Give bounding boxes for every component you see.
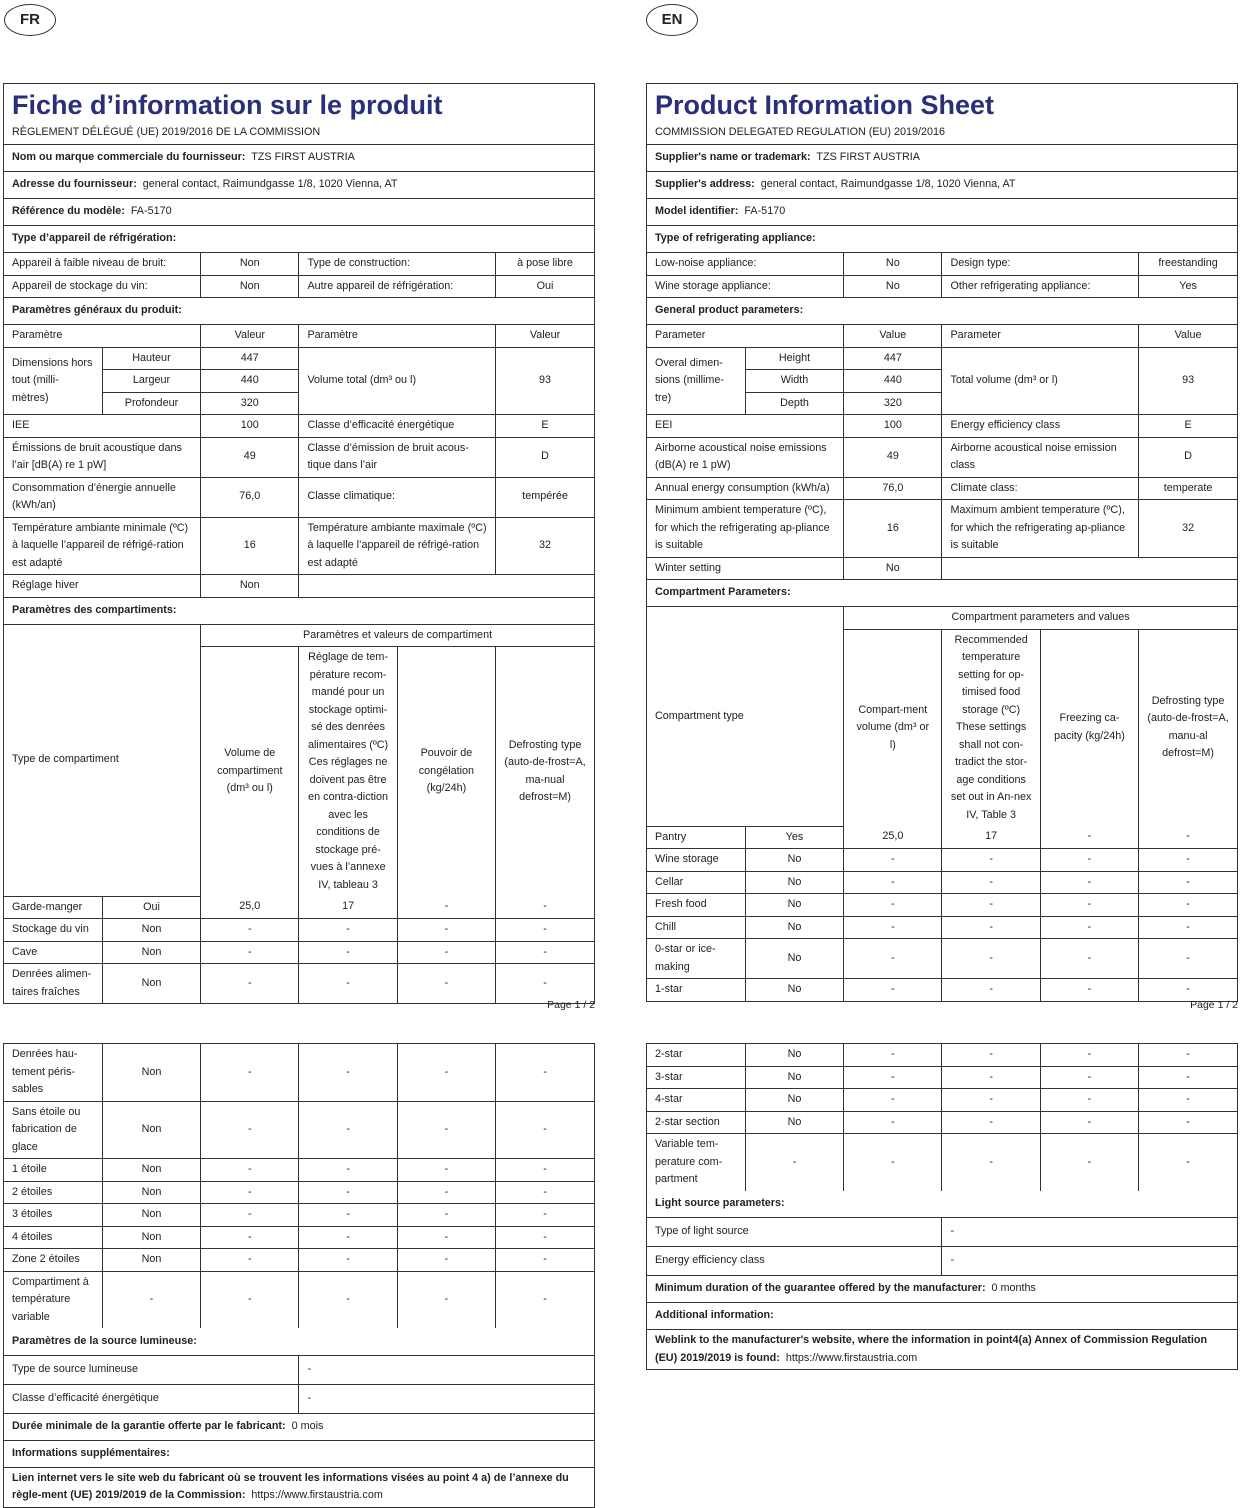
compartment-freezing: - bbox=[397, 1271, 495, 1328]
section-heading: Compartment Parameters: bbox=[647, 580, 1237, 607]
compartment-freezing: - bbox=[1040, 849, 1138, 872]
additional-info: Informations supplémentaires: bbox=[4, 1440, 594, 1467]
compartment-row bbox=[647, 871, 1237, 894]
compartment-row bbox=[4, 964, 594, 1004]
compartment-present: Non bbox=[102, 1044, 200, 1101]
compartment-name: 4 étoiles bbox=[4, 1226, 102, 1249]
compartment-row bbox=[647, 979, 1237, 1001]
compartment-present: - bbox=[745, 1134, 843, 1191]
page-number: Page 1 / 2 bbox=[1190, 999, 1238, 1011]
compartment-present: No bbox=[745, 916, 843, 939]
compartment-setting: - bbox=[942, 849, 1040, 872]
compartment-defrost: - bbox=[1139, 1089, 1237, 1112]
compartment-freezing: - bbox=[1040, 826, 1138, 849]
en-table-page1: Product Information Sheet COMMISSION DELEGATED REGULATION (EU) 2019/2016 Supplier's name or trademark: TZS FIRST AUSTRIA Supplier's address: general contact, Raimundgasse 1/8, 1020 Vienna, AT Model identifier: FA-5170 Type of refrigerating appliance: Low-noise appliance: No Design type: freestanding Wine storage appliance: No Other refrigerating appliance: Yes General product parameters: Parameter Value Parameter Value Overal dimen-sions (millime-tre) Height 447 Total volume (dm³ or l) 93 Width 440 Depth 320 EEI 100 Energy efficiency class E Airborne acoustical noise emissions (dB(A) re 1 pW) 49 Airborne acoustical noise emission class D Annual energy consumption (kWh/a) 76,0 Climate class: temperate Minimum ambient temperature (ºC), for which the refrigerating ap-pliance is suitable 16 Maximum ambient temperature (ºC), for which the refrigerating ap-pliance is suitable 32 Winter setting No Compartment Parameters: Compartment type Compartment parameters and values Compart-ment volume (dm³ or l) Recommended temperature setting for op-timised food storage (ºC) These settings shall not con-tradict the stor-age conditions set out in An-nex IV, Table 3 Freezing ca-pacity (kg/24h) Defrosting type (auto-de-frost=A, manu-al defrost=M) Pantry Yes 25,0 17 - - Wine storage No - - - - Cellar No - - - - Fresh food No - - - - Chill No - - - - 0-star or ice-making No - - - - 1-star No - - - - bbox=[647, 84, 1237, 1001]
compartment-freezing: - bbox=[397, 1181, 495, 1204]
compartment-volume: - bbox=[201, 1271, 299, 1328]
supplier-row: Supplier's name or trademark: TZS FIRST AUSTRIA bbox=[647, 145, 1237, 172]
compartment-volume: - bbox=[201, 1159, 299, 1182]
compartment-volume: - bbox=[844, 1066, 942, 1089]
compartment-setting: - bbox=[942, 1044, 1040, 1066]
compartment-setting: - bbox=[942, 1134, 1040, 1191]
compartment-row bbox=[647, 849, 1237, 872]
compartment-name: Cave bbox=[4, 941, 102, 964]
compartment-row bbox=[4, 1271, 594, 1328]
compartment-volume: 25,0 bbox=[201, 896, 299, 919]
compartment-type-header: Compartment type bbox=[647, 607, 844, 827]
compartment-setting: - bbox=[299, 1101, 397, 1159]
compartment-freezing: - bbox=[1040, 894, 1138, 917]
compartment-name: Zone 2 étoiles bbox=[4, 1249, 102, 1272]
compartment-setting: - bbox=[299, 1159, 397, 1182]
guarantee-row: Durée minimale de la garantie offerte par le fabricant: 0 mois bbox=[4, 1413, 594, 1440]
section-heading: Paramètres de la source lumineuse: bbox=[4, 1328, 594, 1355]
address-row: Adresse du fournisseur: general contact, Raimundgasse 1/8, 1020 Vienna, AT bbox=[4, 172, 594, 199]
additional-info: Additional information: bbox=[647, 1303, 1237, 1330]
compartment-defrost: - bbox=[496, 1226, 594, 1249]
compartment-setting: - bbox=[942, 916, 1040, 939]
fr-table-page2: Denrées hau-tement péris-sables Non - - - - Sans étoile ou fabrication de glace Non - - - - 1 étoile Non - - - - 2 étoiles Non - - - - 3 étoiles Non - - - - 4 étoiles Non - - - - Zone 2 étoiles Non - - - - Compartiment à température variable - - - - - Paramètres de la source lumineuse: Type de source lumineuse - Classe d’efficacité énergétique - Durée minimale de la garantie offerte par le fabricant: 0 mois Informations supplémentaires: Lien internet vers le site web du fabricant où se trouvent les informations visées au point 4 a) de l’annexe du règle-ment (UE) 2019/2019 de la Commission: https://www.firstaustria.com bbox=[4, 1044, 594, 1507]
compartment-freezing: - bbox=[397, 1159, 495, 1182]
compartment-name: 2-star section bbox=[647, 1111, 745, 1134]
compartment-name: 4-star bbox=[647, 1089, 745, 1112]
compartment-defrost: - bbox=[1139, 979, 1237, 1001]
compartment-present: Non bbox=[102, 1226, 200, 1249]
compartment-defrost: - bbox=[1139, 826, 1237, 849]
compartment-freezing: - bbox=[1040, 1089, 1138, 1112]
compartment-volume: - bbox=[844, 871, 942, 894]
compartment-setting: - bbox=[942, 871, 1040, 894]
compartment-present: No bbox=[745, 939, 843, 979]
compartment-volume: - bbox=[844, 979, 942, 1001]
compartment-setting: - bbox=[942, 979, 1040, 1001]
fr-table-page1: Fiche d’information sur le produit RÈGLEMENT DÉLÉGUÉ (UE) 2019/2016 DE LA COMMISSION Nom ou marque commerciale du fournisseur: TZS FIRST AUSTRIA Adresse du fournisseur: general contact, Raimundgasse 1/8, 1020 Vienna, AT Référence du modèle: FA-5170 Type d’appareil de réfrigération: Appareil à faible niveau de bruit: Non Type de construction: à pose libre Appareil de stockage du vin: Non Autre appareil de réfrigération: Oui Paramètres généraux du produit: Paramètre Valeur Paramètre Valeur Dimensions hors tout (milli-mètres) Hauteur 447 Volume total (dm³ ou l) 93 Largeur 440 Profondeur 320 IEE 100 Classe d’efficacité énergétique E Émissions de bruit acoustique dans l’air [dB(A) re 1 pW] 49 Classe d’émission de bruit acous-tique dans l’air D Consommation d’énergie annuelle (kWh/an) 76,0 Classe climatique: tempérée Température ambiante minimale (ºC) à laquelle l’appareil de réfrigé-ration est adapté 16 Température ambiante maximale (ºC) à laquelle l’appareil de réfrigé-ration est adapté 32 Réglage hiver Non Paramètres des compartiments: Type de compartiment Paramètres et valeurs de compartiment Volume de compartiment (dm³ ou l) Réglage de tem-pérature recom-mandé pour un stockage optimi-sé des denrées alimentaires (ºC) Ces réglages ne doivent pas être en contra-diction avec les conditions de stockage pré-vues à l’annexe IV, tableau 3 Pouvoir de congélation (kg/24h) Defrosting type (auto-de-frost=A, ma-nual defrost=M) Garde-manger Oui 25,0 17 - - Stockage du vin Non - - - - Cave Non - - - - Denrées alimen-taires fraîches Non - - - - bbox=[4, 84, 594, 1003]
en-table-page2: 2-star No - - - - 3-star No - - - - 4-star No - - - - 2-star section No - - - - Variable tem-perature com-partment - - - - - Light source parameters: Type of light source - Energy efficiency class - Minimum duration of the guarantee offered by the manufacturer: 0 months Additional information: Weblink to the manufacturer's website, where the information in point4(a) Annex of Commission Regulation (EU) 2019/2019 is found: https://www.firstaustria.com bbox=[647, 1044, 1237, 1369]
compartment-freezing: - bbox=[397, 896, 495, 919]
compartment-freezing: - bbox=[1040, 939, 1138, 979]
compartment-setting: - bbox=[942, 1089, 1040, 1112]
compartment-defrost: - bbox=[496, 896, 594, 919]
compartment-present: No bbox=[745, 871, 843, 894]
compartment-defrost: - bbox=[496, 964, 594, 1004]
dimensions-label: Overal dimen-sions (millime-tre) bbox=[647, 347, 745, 415]
compartment-freezing: - bbox=[397, 919, 495, 942]
compartment-present: Non bbox=[102, 941, 200, 964]
compartment-freezing: - bbox=[397, 1204, 495, 1227]
compartment-freezing: - bbox=[1040, 1134, 1138, 1191]
compartment-name: 0-star or ice-making bbox=[647, 939, 745, 979]
section-heading: Paramètres généraux du produit: bbox=[4, 298, 594, 325]
compartment-setting: - bbox=[299, 1271, 397, 1328]
compartment-setting: - bbox=[942, 894, 1040, 917]
compartment-volume: - bbox=[844, 1134, 942, 1191]
compartment-setting: - bbox=[299, 919, 397, 942]
section-heading: Type d’appareil de réfrigération: bbox=[4, 226, 594, 253]
regulation-subtitle: COMMISSION DELEGATED REGULATION (EU) 2019/2016 bbox=[655, 126, 945, 138]
compartment-setting: - bbox=[299, 1044, 397, 1101]
compartment-row bbox=[647, 1044, 1237, 1066]
compartment-freezing: - bbox=[1040, 979, 1138, 1001]
compartment-row bbox=[4, 919, 594, 942]
page-title: Product Information Sheet bbox=[655, 90, 995, 120]
compartment-row bbox=[647, 939, 1237, 979]
compartment-volume: - bbox=[201, 1181, 299, 1204]
compartment-row bbox=[647, 1066, 1237, 1089]
compartment-volume: - bbox=[844, 849, 942, 872]
compartment-name: Variable tem-perature com-partment bbox=[647, 1134, 745, 1191]
compartment-present: No bbox=[745, 1089, 843, 1112]
compartment-name: 3-star bbox=[647, 1066, 745, 1089]
compartment-setting: 17 bbox=[299, 896, 397, 919]
compartment-volume: - bbox=[201, 919, 299, 942]
compartment-present: Oui bbox=[102, 896, 200, 919]
weblink[interactable]: https://www.firstaustria.com bbox=[251, 1489, 383, 1501]
compartment-name: Fresh food bbox=[647, 894, 745, 917]
compartment-setting: - bbox=[299, 1226, 397, 1249]
compartment-setting: 17 bbox=[942, 826, 1040, 849]
compartment-volume: - bbox=[844, 1089, 942, 1112]
weblink-row: Weblink to the manufacturer's website, where the information in point4(a) Annex of Commission Regulation (EU) 2019/2019 is found: https://www.firstaustria.com bbox=[647, 1330, 1237, 1370]
compartment-row bbox=[647, 894, 1237, 917]
compartment-defrost: - bbox=[1139, 939, 1237, 979]
compartment-defrost: - bbox=[496, 1181, 594, 1204]
compartment-present: No bbox=[745, 1066, 843, 1089]
supplier-row: Nom ou marque commerciale du fournisseur: TZS FIRST AUSTRIA bbox=[4, 145, 594, 172]
compartment-volume: - bbox=[844, 1044, 942, 1066]
compartment-defrost: - bbox=[1139, 916, 1237, 939]
lang-badge-fr: FR bbox=[4, 4, 56, 36]
compartment-present: No bbox=[745, 1111, 843, 1134]
compartment-defrost: - bbox=[1139, 1044, 1237, 1066]
dimensions-label: Dimensions hors tout (milli-mètres) bbox=[4, 347, 102, 415]
compartment-volume: - bbox=[844, 939, 942, 979]
compartment-name: 2 étoiles bbox=[4, 1181, 102, 1204]
compartment-defrost: - bbox=[496, 919, 594, 942]
compartment-present: Non bbox=[102, 964, 200, 1004]
compartment-volume: - bbox=[201, 964, 299, 1004]
compartment-row bbox=[4, 1181, 594, 1204]
compartment-name: Compartiment à température variable bbox=[4, 1271, 102, 1328]
compartment-freezing: - bbox=[397, 1101, 495, 1159]
compartment-defrost: - bbox=[496, 1159, 594, 1182]
model-row: Model identifier: FA-5170 bbox=[647, 199, 1237, 226]
compartment-freezing: - bbox=[1040, 1111, 1138, 1134]
compartment-setting: - bbox=[942, 939, 1040, 979]
compartment-row bbox=[647, 826, 1237, 849]
compartment-name: Garde-manger bbox=[4, 896, 102, 919]
compartment-freezing: - bbox=[397, 1044, 495, 1101]
compartment-defrost: - bbox=[1139, 871, 1237, 894]
compartment-volume: 25,0 bbox=[844, 826, 942, 849]
compartment-name: Denrées alimen-taires fraîches bbox=[4, 964, 102, 1004]
weblink[interactable]: https://www.firstaustria.com bbox=[785, 1351, 918, 1364]
compartment-volume: - bbox=[844, 894, 942, 917]
compartment-row bbox=[4, 896, 594, 919]
compartment-volume: - bbox=[201, 1101, 299, 1159]
compartment-volume: - bbox=[844, 1111, 942, 1134]
compartment-present: Non bbox=[102, 1101, 200, 1159]
compartment-volume: - bbox=[201, 941, 299, 964]
compartment-name: 1 étoile bbox=[4, 1159, 102, 1182]
compartment-setting: - bbox=[299, 1181, 397, 1204]
compartment-defrost: - bbox=[496, 1271, 594, 1328]
compartment-defrost: - bbox=[496, 1044, 594, 1101]
compartment-volume: - bbox=[201, 1044, 299, 1101]
compartment-present: No bbox=[745, 894, 843, 917]
section-heading: General product parameters: bbox=[647, 298, 1237, 325]
compartment-row bbox=[4, 1204, 594, 1227]
compartment-freezing: - bbox=[1040, 871, 1138, 894]
compartment-freezing: - bbox=[397, 941, 495, 964]
guarantee-row: Minimum duration of the guarantee offered by the manufacturer: 0 months bbox=[647, 1276, 1237, 1303]
compartment-row bbox=[4, 1249, 594, 1272]
compartment-volume: - bbox=[201, 1226, 299, 1249]
en-column bbox=[646, 0, 1238, 1500]
compartment-name: Chill bbox=[647, 916, 745, 939]
section-heading: Type of refrigerating appliance: bbox=[647, 226, 1237, 253]
fr-sheet-page2 bbox=[3, 1043, 595, 1508]
compartment-row bbox=[647, 1089, 1237, 1112]
compartment-volume: - bbox=[201, 1204, 299, 1227]
address-row: Supplier's address: general contact, Raimundgasse 1/8, 1020 Vienna, AT bbox=[647, 172, 1237, 199]
compartment-name: Pantry bbox=[647, 826, 745, 849]
compartment-defrost: - bbox=[496, 1101, 594, 1159]
compartment-freezing: - bbox=[1040, 1044, 1138, 1066]
section-heading: Light source parameters: bbox=[647, 1191, 1237, 1218]
compartment-name: 2-star bbox=[647, 1044, 745, 1066]
compartment-present: No bbox=[745, 1044, 843, 1066]
compartment-freezing: - bbox=[1040, 916, 1138, 939]
compartment-setting: - bbox=[299, 1204, 397, 1227]
compartment-present: Non bbox=[102, 1181, 200, 1204]
fr-column bbox=[3, 0, 595, 1500]
compartment-setting: - bbox=[942, 1066, 1040, 1089]
page-title: Fiche d’information sur le produit bbox=[12, 90, 443, 120]
compartment-freezing: - bbox=[397, 964, 495, 1004]
compartment-row bbox=[647, 1111, 1237, 1134]
compartment-name: Denrées hau-tement péris-sables bbox=[4, 1044, 102, 1101]
compartment-name: 3 étoiles bbox=[4, 1204, 102, 1227]
compartment-name: Sans étoile ou fabrication de glace bbox=[4, 1101, 102, 1159]
compartment-defrost: - bbox=[496, 941, 594, 964]
en-sheet-page1 bbox=[646, 83, 1238, 1002]
page-number: Page 1 / 2 bbox=[547, 999, 595, 1011]
compartment-setting: - bbox=[299, 964, 397, 1004]
compartment-name: 1-star bbox=[647, 979, 745, 1001]
compartment-row bbox=[4, 1044, 594, 1101]
compartment-row bbox=[647, 916, 1237, 939]
section-heading: Paramètres des compartiments: bbox=[4, 597, 594, 624]
compartment-row bbox=[4, 1101, 594, 1159]
compartment-setting: - bbox=[942, 1111, 1040, 1134]
compartment-row bbox=[647, 1134, 1237, 1191]
compartment-volume: - bbox=[844, 916, 942, 939]
compartment-defrost: - bbox=[1139, 1134, 1237, 1191]
compartment-row bbox=[4, 1159, 594, 1182]
compartment-setting: - bbox=[299, 941, 397, 964]
compartment-name: Wine storage bbox=[647, 849, 745, 872]
compartment-freezing: - bbox=[397, 1226, 495, 1249]
fr-sheet-page1 bbox=[3, 83, 595, 1004]
compartment-setting: - bbox=[299, 1249, 397, 1272]
compartment-name: Cellar bbox=[647, 871, 745, 894]
model-row: Référence du modèle: FA-5170 bbox=[4, 199, 594, 226]
compartment-defrost: - bbox=[1139, 1111, 1237, 1134]
compartment-type-header: Type de compartiment bbox=[4, 624, 201, 896]
compartment-present: No bbox=[745, 979, 843, 1001]
weblink-row: Lien internet vers le site web du fabricant où se trouvent les informations visées au point 4 a) de l’annexe du règle-ment (UE) 2019/2019 de la Commission: https://www.firstaustria.com bbox=[4, 1467, 594, 1507]
regulation-subtitle: RÈGLEMENT DÉLÉGUÉ (UE) 2019/2016 DE LA COMMISSION bbox=[12, 126, 321, 138]
compartment-name: Stockage du vin bbox=[4, 919, 102, 942]
compartment-row bbox=[4, 941, 594, 964]
compartment-present: Non bbox=[102, 1204, 200, 1227]
compartment-freezing: - bbox=[1040, 1066, 1138, 1089]
compartment-defrost: - bbox=[1139, 849, 1237, 872]
compartment-present: No bbox=[745, 849, 843, 872]
compartment-present: Non bbox=[102, 1249, 200, 1272]
compartment-row bbox=[4, 1226, 594, 1249]
compartment-defrost: - bbox=[496, 1249, 594, 1272]
compartment-defrost: - bbox=[1139, 894, 1237, 917]
compartment-present: Non bbox=[102, 919, 200, 942]
compartment-freezing: - bbox=[397, 1249, 495, 1272]
compartment-defrost: - bbox=[1139, 1066, 1237, 1089]
compartment-volume: - bbox=[201, 1249, 299, 1272]
compartment-defrost: - bbox=[496, 1204, 594, 1227]
compartment-present: - bbox=[102, 1271, 200, 1328]
compartment-present: Yes bbox=[745, 826, 843, 849]
compartment-present: Non bbox=[102, 1159, 200, 1182]
lang-badge-en: EN bbox=[646, 4, 698, 36]
en-sheet-page2 bbox=[646, 1043, 1238, 1370]
